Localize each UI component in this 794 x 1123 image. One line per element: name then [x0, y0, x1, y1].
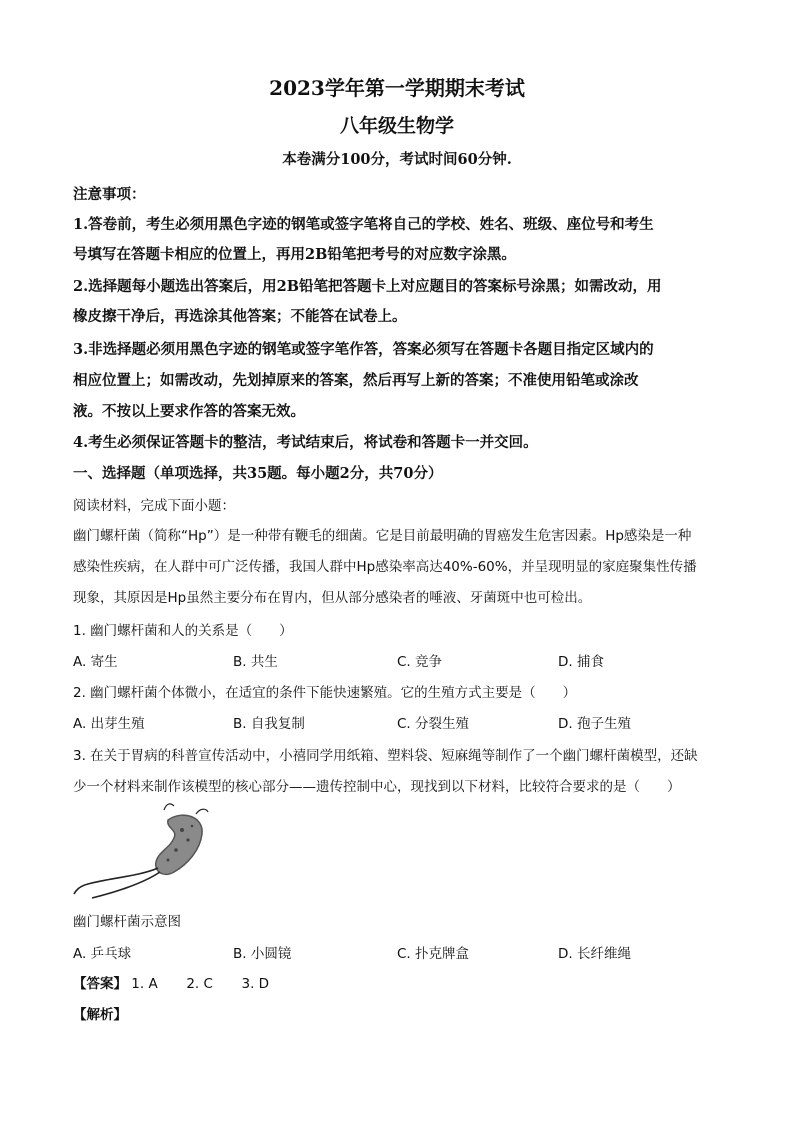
page-title: 2023学年第一学期期末考试 — [269, 76, 525, 100]
q2-option-a: A. 出芽生殖 — [73, 716, 145, 732]
question-3-stem: 3. 在关于胃病的科普宣传活动中，小禧同学用纸箱、塑料袋、短麻绳等制作了一个幽门螺杆菌模型，还缺 — [73, 748, 698, 764]
reading-intro: 阅读材料，完成下面小题： — [73, 498, 235, 514]
q1-option-d: D. 捕食 — [558, 654, 604, 670]
exam-info: 本卷满分100分，考试时间60分钟. — [282, 151, 512, 168]
section-heading: 一、选择题（单项选择，共35题。每小题2分，共70分） — [73, 465, 443, 482]
q3-option-d: D. 长纤维绳 — [558, 946, 631, 962]
q3-option-c: C. 扑克牌盒 — [397, 946, 470, 962]
bacterium-figure — [70, 800, 220, 905]
note-line: 号填写在答题卡相应的位置上，再用2B铅笔把考号的对应数字涂黑。 — [73, 246, 516, 263]
note-line: 4.考生必须保证答题卡的整洁，考试结束后，将试卷和答题卡一并交回。 — [73, 434, 538, 451]
note-line: 3.非选择题必须用黑色字迹的钢笔或签字笔作答，答案必须写在答题卡各题目指定区域内的 — [73, 341, 654, 358]
q1-option-a: A. 寄生 — [73, 654, 118, 670]
answer-2: 2. C — [186, 976, 213, 992]
question-1-stem: 1. 幽门螺杆菌和人的关系是（ ） — [73, 623, 293, 639]
passage-line: 幽门螺杆菌（简称“Hp”）是一种带有鞭毛的细菌。它是目前最明确的胃癌发生危害因素。Hp感染是一种 — [73, 528, 692, 544]
answer-3: 3. D — [241, 976, 270, 992]
answer-1: 1. A — [131, 976, 158, 992]
figure-caption: 幽门螺杆菌示意图 — [73, 914, 181, 930]
answer-label: 【答案】 — [73, 976, 127, 992]
q2-option-b: B. 自我复制 — [233, 716, 305, 732]
analysis-label: 【解析】 — [73, 1007, 127, 1023]
q3-option-b: B. 小圆镜 — [233, 946, 292, 962]
answer-line — [73, 972, 734, 992]
question-2-stem: 2. 幽门螺杆菌个体微小，在适宜的条件下能快速繁殖。它的生殖方式主要是（ ） — [73, 685, 577, 701]
passage-line: 感染性疾病，在人群中可广泛传播，我国人群中Hp感染率高达40%-60%，并呈现明显的家庭聚集性传播 — [73, 559, 697, 575]
note-line: 2.选择题每小题选出答案后，用2B铅笔把答题卡上对应题目的答案标号涂黑；如需改动，用 — [73, 278, 662, 295]
question-3-stem: 少一个材料来制作该模型的核心部分——遗传控制中心，现找到以下材料，比较符合要求的是（ ） — [73, 779, 681, 795]
note-line: 液。不按以上要求作答的答案无效。 — [73, 403, 305, 420]
bacterium-body — [156, 815, 202, 874]
page-subtitle: 八年级生物学 — [339, 115, 454, 137]
q2-option-c: C. 分裂生殖 — [397, 716, 470, 732]
notes-heading: 注意事项： — [73, 186, 146, 203]
q1-option-b: B. 共生 — [233, 654, 278, 670]
q1-option-c: C. 竞争 — [397, 654, 443, 670]
note-line: 橡皮擦干净后，再选涂其他答案；不能答在试卷上。 — [73, 308, 407, 325]
note-line: 相应位置上；如需改动，先划掉原来的答案，然后再写上新的答案；不准使用铅笔或涂改 — [73, 372, 639, 389]
note-line: 1.答卷前，考生必须用黑色字迹的钢笔或签字笔将自己的学校、姓名、班级、座位号和考生 — [73, 216, 654, 233]
passage-line: 现象，其原因是Hp虽然主要分布在胃内，但从部分感染者的唾液、牙菌斑中也可检出。 — [73, 590, 592, 606]
q3-option-a: A. 乒乓球 — [73, 946, 132, 962]
q2-option-d: D. 孢子生殖 — [558, 716, 631, 732]
